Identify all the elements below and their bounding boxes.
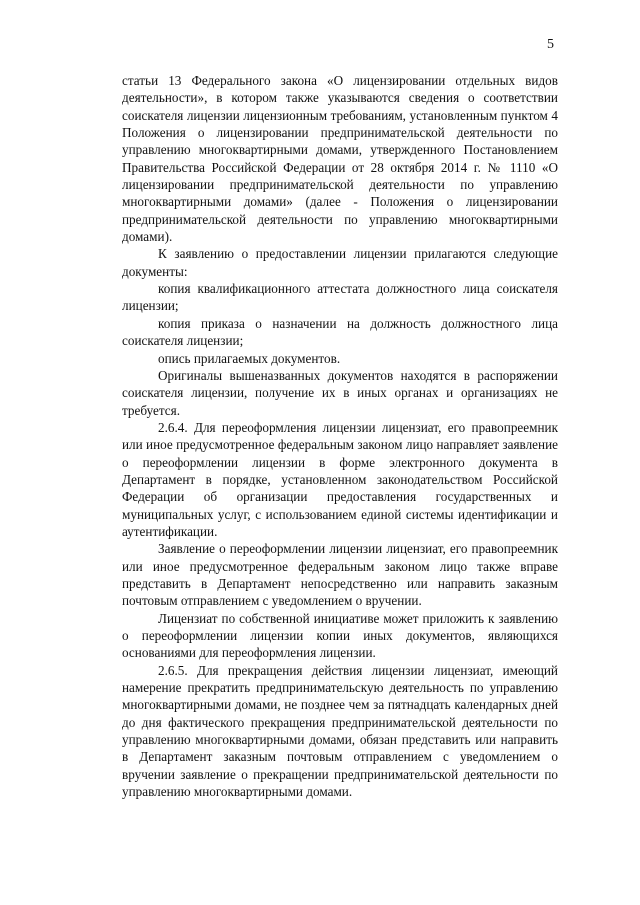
paragraph-list-item-order: копия приказа о назначении на должность должностного лица соискателя лицензии; [122, 315, 558, 349]
paragraph-2-6-4: 2.6.4. Для переоформления лицензии лицензиат, его правопреемник или иное предусмотренное федеральным законом лицо направляет заявление о переоформлении лицензии в форме электронного документа в Департамент в порядке, установленном законодательством Российской Федерации об организации предоставления государственных и муниципальных услуг, с использованием единой системы идентификации и аутентификации. [122, 419, 558, 539]
paragraph-originals: Оригиналы вышеназванных документов находятся в распоряжении соискателя лицензии, получение их в иных органах и организациях не требуется. [122, 367, 558, 418]
paragraph-licensee-initiative: Лицензиат по собственной инициативе может приложить к заявлению о переоформлении лицензии копии иных документов, являющихся основаниями для переоформления лицензии. [122, 610, 558, 661]
paragraph-list-item-attestat: копия квалификационного аттестата должностного лица соискателя лицензии; [122, 281, 558, 314]
paragraph-2-6-5: 2.6.5. Для прекращения действия лицензии лицензиат, имеющий намерение прекратить предпринимательскую деятельность по управлению многоквартирными домами, не позднее чем за пятнадцать календарных дней до дня фактического прекращения предпринимательской деятельности по управлению многоквартирными домами, обязан представить или направить в Департамент заказным почтовым отправлением с уведомлением о вручении заявление о прекращении предпринимательской деятельности по управлению многоквартирными домами. [122, 662, 558, 800]
paragraph-list-item-inventory: опись прилагаемых документов. [158, 350, 341, 366]
paragraph-continuation: статьи 13 Федерального закона «О лицензировании отдельных видов деятельности», в котором также указываются сведения о соответствии соискателя лицензии лицензионным требованиям, установленным пунктом 4 Положения о лицензировании предпринимательской деятельности по управлению многоквартирными домами, утвержденного Постановлением Правительства Российской Федерации от 28 октября 2014 г. № 1110 «О лицензировании предпринимательской деятельности по управлению многоквартирными домами» (далее - Положения о лицензировании предпринимательской деятельности по управлению многоквартирными домами). [122, 73, 558, 245]
paragraph-attachments-intro: К заявлению о предоставлении лицензии прилагаются следующие документы: [122, 246, 558, 279]
paragraph-reissue-application: Заявление о переоформлении лицензии лицензиат, его правопреемник или иное предусмотренное федеральным законом лицо также вправе представить в Департамент непосредственно или направить заказным почтовым отправлением с уведомлением о вручении. [122, 541, 558, 609]
document-body [122, 72, 558, 800]
page-number: 5 [547, 37, 554, 52]
